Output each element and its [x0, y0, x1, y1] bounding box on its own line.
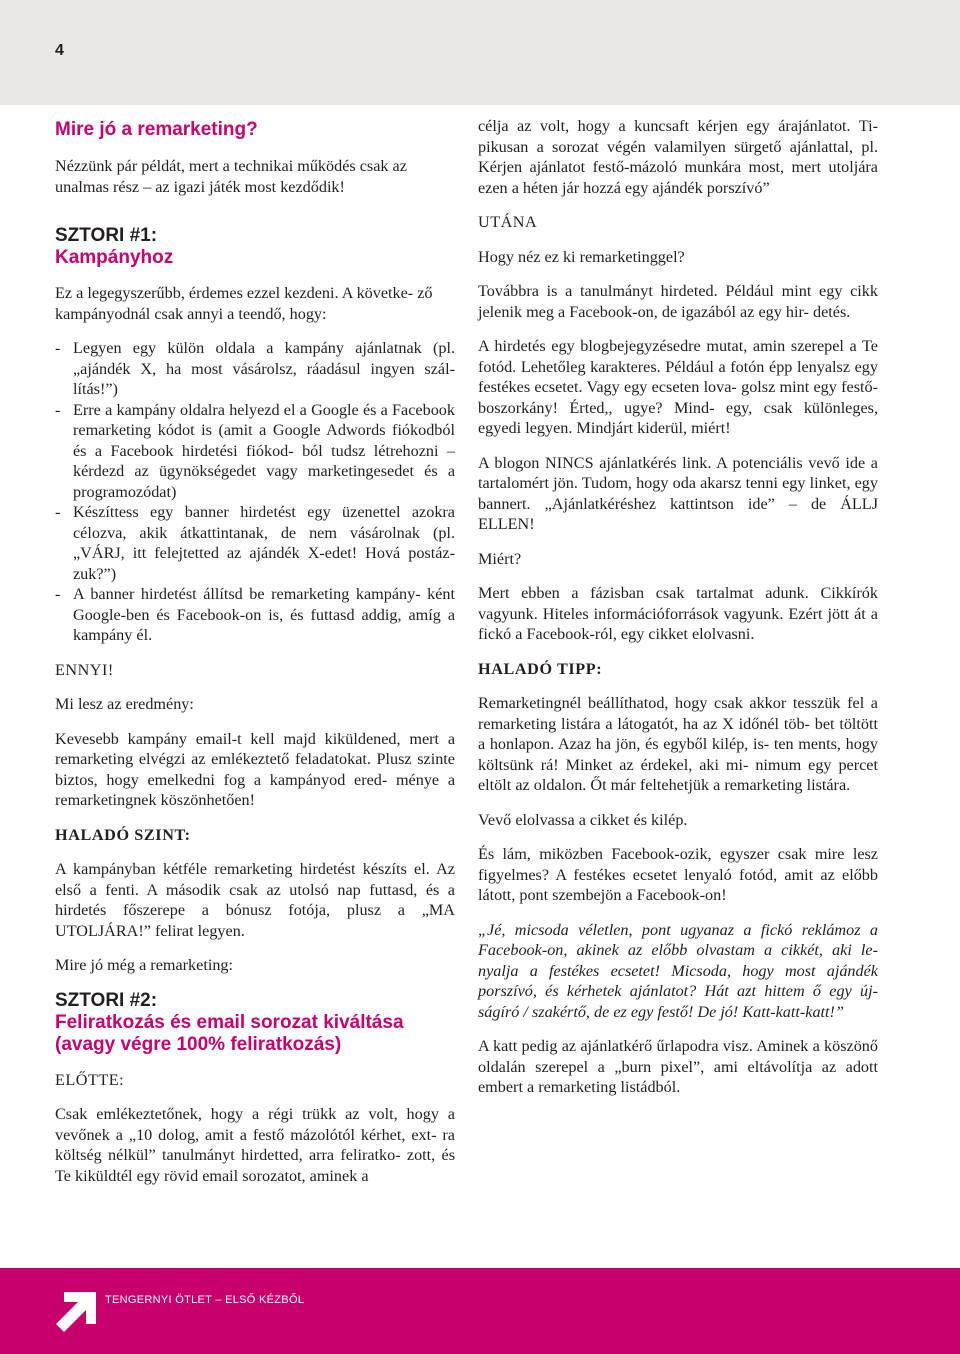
paragraph-5: Remarketingnél beállíthatod, hogy csak akkor tesszük fel a remarketing listára a látogatót, ha az X időnél töb- bet töltött a honlapon. Azaz ha jön, és egyből kilép, is- ten ments, hogy költsünk rá! Minket az érdekel, aki mi- nimum egy percet eltölt az oldalon. Őt már feltehetjük a remarketing listára. — [478, 694, 878, 794]
list-item: - Készíttess egy banner hirdetést egy üzenettel azokra célozva, akik átkattintanak, de nem vásárolnak (pl. „VÁRJ, itt felejtetted az ajándék X-edet! Hová postáz- zuk?”) — [55, 502, 455, 584]
quote-paragraph: „Jé, micsoda véletlen, pont ugyanaz a fickó reklámoz a Facebook-on, akinek az előbb olvastam a cikkét, aki le- nyalja a festékes ecsetet! Micsoda, hogy most ajándék porszívó, és kérhetek ajánlatot? Hát azt hittem ő egy új- ságíró / szakértő, de ez egy festő! De jó! Katt-katt-katt!” — [478, 920, 878, 1021]
paragraph-7: És lám, miközben Facebook-ozik, egyszer csak mire lesz figyelmes? A festékes ecsetet lenyaló fotód, amit az előbb látott, pont szembejön a Facebook-on! — [478, 845, 878, 904]
ennyi-text: ENNYI! — [55, 660, 114, 679]
story2-title-line2: (avagy végre 100% feliratkozás) — [55, 1033, 342, 1055]
paragraph-4: Mert ebben a fázisban csak tartalmat adunk. Cikkírók vagyunk. Hiteles információforrások vagyunk. Ezért jött át a fickó a Facebook-ról, egy cikket elolvasni. — [478, 584, 878, 643]
advanced-label: HALADÓ SZINT: — [55, 825, 191, 844]
footer-text: TENGERNYI ÖTLET – ELSŐ KÉZBŐL — [105, 1294, 305, 1306]
story2-title-line1: Feliratkozás és email sorozat kiváltása — [55, 1011, 404, 1033]
header-bar — [0, 0, 960, 105]
paragraph-3: A blogon NINCS ajánlatkérés link. A potenciális vevő ide a tartalomért jön. Tudom, hogy oda akarsz tenni egy linket, egy bannert. „Ajánlatkéréshez kattintson ide” – de ÁLLJ ELLEN! — [478, 453, 878, 533]
result-paragraph: Kevesebb kampány email-t kell majd kiküldened, mert a remarketing elvégzi az emlékeztető feladatokat. Plusz szinte biztos, hogy emelkedni fog a kampányod ered- ménye a remarketingnek köszönhetően! — [55, 729, 455, 809]
story1-intro: Ez a legegyszerűbb, érdemes ezzel kezdeni. A követke- ző kampányodnál csak annyi a teendő, hogy: — [55, 284, 433, 323]
list-item: - Erre a kampány oldalra helyezd el a Google és a Facebook remarketing kódot is (amit a Google Adwords fiókodból és a Facebook hirdetési fiókod- ból tudsz létrehozni – kérdezd az ügynökségedet vagy marketingesedet és a programozódat) — [55, 400, 455, 503]
after-label: UTÁNA — [478, 213, 538, 231]
paragraph-8: A katt pedig az ajánlatkérő űrlapodra visz. Aminek a köszönő oldalán szerepel a „burn pixel”, ami eltávolítja az adott embert a remarketing listádból. — [478, 1037, 878, 1096]
before-paragraph: Csak emlékeztetőnek, hogy a régi trükk az volt, hogy a vevőnek a „10 dolog, amit a festő mázolótól kérhet, ext- ra költség nélkül” tanulmányt hirdetted, arra feliratko- zott, és Te kiküldtél egy rövid email sorozatot, aminek a — [55, 1105, 455, 1185]
story1-title: Kampányhoz — [55, 247, 174, 268]
story2-label: SZTORI #2: — [55, 989, 158, 1011]
list-item: - Legyen egy külön oldala a kampány ajánlatnak (pl. „ajándék X, ha most vásárolsz, ráadásul ingyen szál- lítás!”) — [55, 338, 455, 400]
intro-paragraph: Nézzünk pár példát, mert a technikai működés csak az unalmas rész – az igazi játék most kezdődik! — [55, 157, 407, 196]
advanced-paragraph: A kampányban kétféle remarketing hirdetést készíts el. Az első a fenti. A második csak az utolsó nap futtasd, és a hirdetés főszerepe a bónusz fotója, plusz a „MA UTOLJÁRA!” felirat legyen. — [55, 860, 455, 940]
arrow-up-right-icon — [56, 1292, 96, 1332]
paragraph-2: A hirdetés egy blogbejegyzésedre mutat, amin szerepel a Te fotód. Lehetőleg karakteres. Például a fotón épp lenyalsz egy festékes ecsetet. Vagy egy ecseten lova- golsz mint egy festő-boszorkány! Érted,, ugye? Mind- egy, csak különleges, egyedi legyen. Mindjárt kiderül, miért! — [478, 337, 878, 437]
step-list — [55, 338, 455, 646]
story1-label: SZTORI #1: — [55, 225, 158, 246]
list-item: - A banner hirdetést állítsd be remarketing kampány- ként Google-ben és Facebook-on is, és futtasd addig, amíg a kampány él. — [55, 584, 455, 646]
before-label: ELŐTTE: — [55, 1070, 125, 1089]
question-remarketing: Hogy néz ez ki remarketinggel? — [478, 247, 685, 266]
why-question: Miért? — [478, 549, 522, 568]
tip-label: HALADÓ TIPP: — [478, 659, 603, 678]
paragraph-1: Továbbra is a tanulmányt hirdeted. Például mint egy cikk jelenik meg a Facebook-on, de igazából az egy hir- detés. — [478, 282, 878, 321]
paragraph-6: Vevő elolvassa a cikket és kilép. — [478, 810, 688, 829]
section-heading: Mire jó a remarketing? — [55, 119, 258, 140]
page-number: 4 — [55, 42, 64, 59]
continued-paragraph: célja az volt, hogy a kuncsaft kérjen egy árajánlatot. Ti- pikusan a sorozat végén valamilyen sürgető ajánlattal, pl. Kérjen ajánlatot festő-mázoló munkára most, mert utoljára ezen a héten jár hozzá egy ajándék porszívó” — [478, 117, 878, 197]
right-column — [478, 116, 878, 1098]
more-question: Mire jó még a remarketing: — [55, 956, 233, 974]
result-question: Mi lesz az eredmény: — [55, 695, 194, 713]
left-column — [55, 118, 455, 1186]
footer-bar — [0, 1268, 960, 1354]
